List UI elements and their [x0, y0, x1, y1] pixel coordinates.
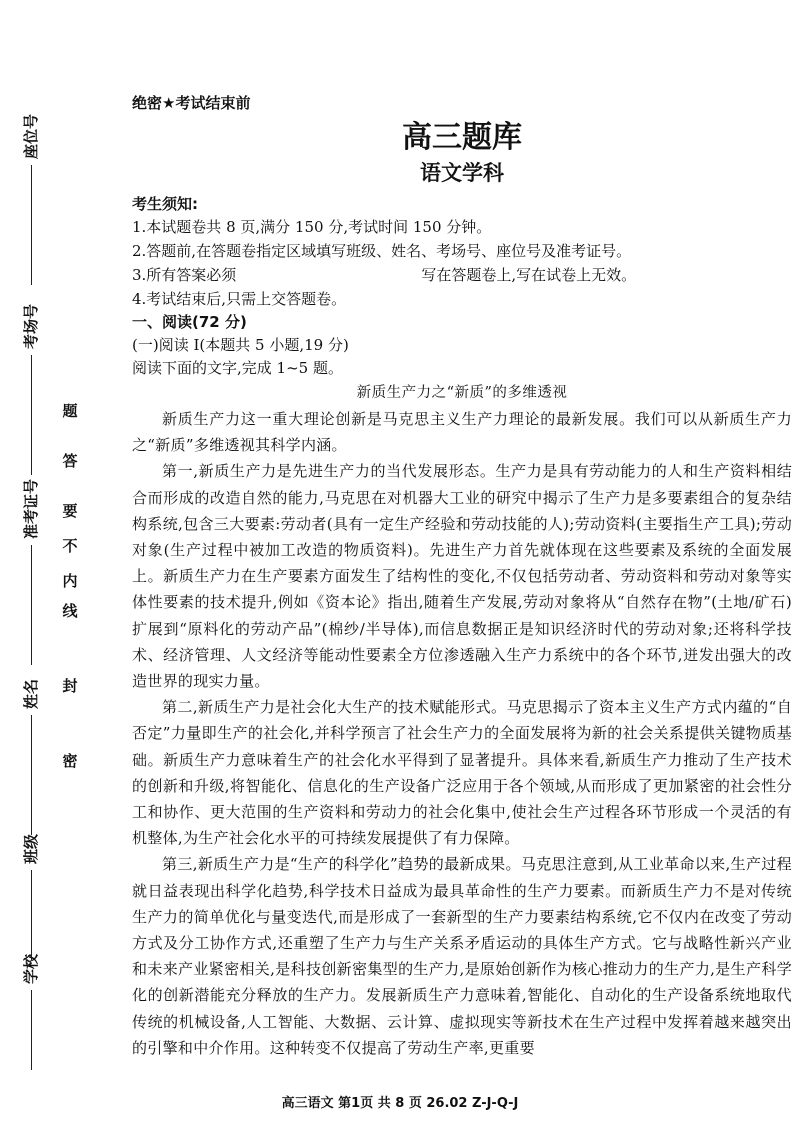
class-label: 班级 — [22, 833, 40, 864]
notice-item: 1.本试题卷共 8 页,满分 150 分,考试时间 150 分钟。 — [132, 218, 492, 236]
article-paragraph: 第二,新质生产力是社会化大生产的技术赋能形式。马克思揭示了资本主义生产方式内蕴的“自否定”力量即生产的社会化,并科学预言了社会生产力的全面发展将为新的社会关系提供关键物质基础。新质生产力意味着生产的社会化水平得到了显著提升。具体来看,新质生产力推动了生产技术的创新和升级,将智能化、信息化的生产设备广泛应用于各个领域,从而形成了更加紧密的社会性分工和协作、更大范围的生产资料和劳动力的社会化集中,使社会生产过程各环节形成一个灵活的有机整体,为生产社会化水平的可持续发展提供了有力保障。 — [132, 698, 792, 848]
seal-char: 答 — [62, 452, 78, 470]
seal-char: 封 — [62, 677, 78, 695]
name-blank[interactable] — [30, 715, 32, 835]
subject-title: 语文学科 — [420, 161, 504, 185]
ticket-field — [20, 479, 41, 665]
seat-blank[interactable] — [30, 165, 32, 285]
name-field — [20, 679, 41, 835]
school-label: 学校 — [22, 953, 40, 984]
page-footer: 高三语文 第1页 共 8 页 26.02 Z-J-Q-J — [281, 1096, 519, 1111]
notice-item-part: 写在答题卷上,写在试卷上无效。 — [421, 266, 637, 284]
ticket-blank[interactable] — [30, 545, 32, 665]
content — [132, 92, 792, 1061]
instruction: 阅读下面的文字,完成 1~5 题。 — [132, 359, 343, 377]
name-label: 姓名 — [22, 678, 40, 709]
class-field — [20, 834, 41, 960]
article-paragraph: 新质生产力这一重大理论创新是马克思主义生产力理论的最新发展。我们可以从新质生产力之“新质”多维透视其科学内涵。 — [132, 410, 792, 455]
exam-room-blank[interactable] — [30, 355, 32, 475]
subsection-heading: (一)阅读 I(本题共 5 小题,19 分) — [132, 336, 349, 354]
exam-room-field — [20, 304, 41, 475]
class-blank[interactable] — [30, 870, 32, 960]
page-title: 高三题库 — [402, 120, 522, 155]
seal-char: 内 — [62, 572, 78, 590]
notice-item-part: 3.所有答案必须 — [132, 266, 237, 284]
article-title: 新质生产力之“新质”的多维透视 — [356, 385, 568, 401]
section-heading: 一、阅读(72 分) — [132, 313, 247, 331]
seat-label: 座位号 — [22, 113, 40, 159]
school-blank[interactable] — [30, 990, 32, 1070]
article-paragraph: 第三,新质生产力是“生产的科学化”趋势的最新成果。马克思注意到,从工业革命以来,生产过程就日益表现出科学化趋势,科学技术日益成为最具革命性的生产力要素。而新质生产力不是对传统生产力的简单优化与量变迭代,而是形成了一套新型的生产力要素结构系统,它不仅内在改变了劳动方式及分工协作方式,还重塑了生产力与生产关系矛盾运动的具体生产方式。它与战略性新兴产业和未来产业紧密相关,是科技创新密集型的生产力,是原始创新作为核心推动力的生产力,是生产科学化的创新潜能充分释放的生产力。发展新质生产力意味着,智能化、自动化的生产设备系统地取代传统的机械设备,人工智能、大数据、云计算、虚拟现实等新技术在生产过程中发挥着越来越突出的引擎和中介作用。这种转变不仅提高了劳动生产率,更重要 — [132, 855, 792, 1057]
school-field — [20, 954, 41, 1070]
secret-label: 绝密★考试结束前 — [132, 94, 251, 112]
exam-room-label: 考场号 — [22, 303, 40, 349]
seat-field — [20, 114, 41, 285]
seal-char: 线 — [62, 602, 78, 620]
binding-margin — [0, 90, 115, 1070]
article-paragraph: 第一,新质生产力是先进生产力的当代发展形态。生产力是具有劳动能力的人和生产资料相结合而形成的改造自然的能力,马克思在对机器大工业的研究中揭示了生产力是多要素组合的复杂结构系统,包含三大要素:劳动者(具有一定生产经验和劳动技能的人);劳动资料(主要指生产工具);劳动对象(生产过程中被加工改造的物质资料)。先进生产力首先就体现在这些要素及系统的全面发展上。新质生产力在生产要素方面发生了结构性的变化,不仅包括劳动者、劳动资料和劳动对象等实体性要素的技术提升,例如《资本论》指出,随着生产发展,劳动对象将从“自然存在物”(土地/矿石)扩展到“原料化的劳动产品”(棉纱/半导体),而信息数据正是知识经济时代的劳动对象;还将科学技术、经济管理、人文经济等能动性要素全方位渗透融入生产力系统中的各个环节,迸发出强大的改造世界的现实力量。 — [132, 462, 792, 691]
seal-char: 密 — [62, 752, 78, 770]
notice-item: 2.答题前,在答题卷指定区域填写班级、姓名、考场号、座位号及准考证号。 — [132, 242, 632, 260]
ticket-label: 准考证号 — [22, 478, 40, 539]
seal-char: 不 — [62, 537, 78, 555]
notice-item: 4.考试结束后,只需上交答题卷。 — [132, 290, 347, 308]
seal-char: 题 — [62, 402, 78, 420]
notice-item — [132, 263, 792, 287]
notice-title: 考生须知: — [132, 195, 198, 213]
seal-char: 要 — [62, 502, 78, 520]
